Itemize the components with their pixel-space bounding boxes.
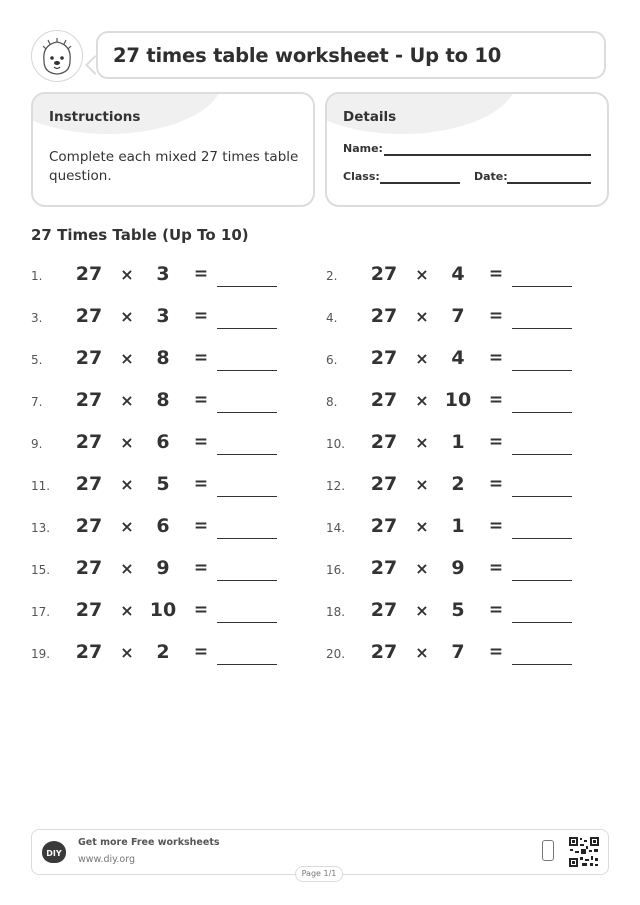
multiply-sign: × [120,349,134,368]
question-18 [326,598,606,626]
section-title: 27 Times Table (Up To 10) [31,226,249,244]
date-field[interactable] [507,182,591,184]
question-number: 4. [326,311,338,325]
page-title: 27 times table worksheet - Up to 10 [113,43,502,67]
equals-sign: = [488,600,504,620]
equals-sign: = [193,558,209,578]
answer-line[interactable] [512,580,572,581]
question-number: 8. [326,395,338,409]
multiplier: 6 [156,431,170,453]
multiply-sign: × [120,307,134,326]
multiplier: 7 [451,305,465,327]
answer-line[interactable] [512,622,572,623]
multiply-sign: × [415,307,429,326]
multiplicand: 27 [75,641,103,663]
question-16 [326,556,606,584]
answer-line[interactable] [217,370,277,371]
question-number: 6. [326,353,338,367]
date-label: Date: [474,170,508,183]
multiply-sign: × [415,517,429,536]
question-number: 3. [31,311,43,325]
answer-line[interactable] [512,538,572,539]
answer-line[interactable] [217,454,277,455]
multiplicand: 27 [75,263,103,285]
multiplicand: 27 [370,515,398,537]
name-label: Name: [343,142,383,155]
question-1 [31,262,311,290]
question-3 [31,304,311,332]
multiply-sign: × [415,475,429,494]
equals-sign: = [488,474,504,494]
equals-sign: = [193,348,209,368]
svg-text:DIY: DIY [46,849,62,858]
multiply-sign: × [120,265,134,284]
multiplier: 8 [156,389,170,411]
phone-icon [542,840,554,861]
equals-sign: = [193,474,209,494]
details-panel [325,92,609,207]
multiply-sign: × [415,391,429,410]
multiplier: 7 [451,641,465,663]
question-number: 17. [31,605,51,619]
equals-sign: = [193,516,209,536]
multiply-sign: × [120,601,134,620]
question-10 [326,430,606,458]
multiplier: 10 [444,389,472,411]
multiply-sign: × [415,433,429,452]
question-9 [31,430,311,458]
multiplier: 10 [149,599,177,621]
question-number: 20. [326,647,346,661]
multiplier: 3 [156,305,170,327]
question-14 [326,514,606,542]
multiplicand: 27 [370,347,398,369]
multiplier: 5 [451,599,465,621]
multiplicand: 27 [370,431,398,453]
question-8 [326,388,606,416]
question-number: 12. [326,479,346,493]
multiplicand: 27 [370,599,398,621]
answer-line[interactable] [512,412,572,413]
question-number: 7. [31,395,43,409]
equals-sign: = [488,264,504,284]
multiplicand: 27 [75,557,103,579]
multiplier: 9 [156,557,170,579]
multiplicand: 27 [75,389,103,411]
multiplier: 1 [451,431,465,453]
multiply-sign: × [415,265,429,284]
equals-sign: = [193,306,209,326]
answer-line[interactable] [217,496,277,497]
title-box [96,31,606,79]
name-field[interactable] [384,154,591,156]
multiplier: 1 [451,515,465,537]
equals-sign: = [488,348,504,368]
answer-line[interactable] [217,580,277,581]
question-number: 2. [326,269,338,283]
question-7 [31,388,311,416]
question-11 [31,472,311,500]
multiply-sign: × [415,559,429,578]
question-12 [326,472,606,500]
multiply-sign: × [120,391,134,410]
multiplicand: 27 [75,431,103,453]
multiply-sign: × [415,601,429,620]
multiplier: 5 [156,473,170,495]
question-13 [31,514,311,542]
mascot-face-icon [31,30,83,82]
multiply-sign: × [120,559,134,578]
class-field[interactable] [380,182,460,184]
multiplicand: 27 [75,599,103,621]
footer-url[interactable]: www.diy.org [78,854,135,865]
multiplicand: 27 [75,347,103,369]
question-number: 1. [31,269,43,283]
equals-sign: = [488,558,504,578]
equals-sign: = [193,264,209,284]
instructions-panel [31,92,315,207]
question-17 [31,598,311,626]
details-title: Details [343,109,397,125]
equals-sign: = [193,432,209,452]
multiplicand: 27 [75,515,103,537]
answer-line[interactable] [512,496,572,497]
question-number: 16. [326,563,346,577]
multiplier: 3 [156,263,170,285]
multiplicand: 27 [75,305,103,327]
answer-line[interactable] [512,328,572,329]
multiplicand: 27 [370,473,398,495]
multiplier: 2 [451,473,465,495]
instructions-title: Instructions [49,109,141,125]
class-label: Class: [343,170,380,183]
equals-sign: = [193,600,209,620]
answer-line[interactable] [217,286,277,287]
multiplicand: 27 [370,641,398,663]
answer-line[interactable] [217,412,277,413]
multiply-sign: × [120,643,134,662]
equals-sign: = [193,642,209,662]
page-indicator: Page 1/1 [295,866,343,882]
equals-sign: = [488,306,504,326]
question-15 [31,556,311,584]
multiply-sign: × [120,475,134,494]
multiplicand: 27 [370,389,398,411]
multiplicand: 27 [370,263,398,285]
answer-line[interactable] [217,622,277,623]
equals-sign: = [488,516,504,536]
qr-code-icon[interactable] [568,836,600,868]
question-5 [31,346,311,374]
equals-sign: = [488,642,504,662]
multiplicand: 27 [75,473,103,495]
footer-promo[interactable]: Get more Free worksheets [78,837,220,848]
multiplier: 9 [451,557,465,579]
multiplier: 6 [156,515,170,537]
equals-sign: = [488,390,504,410]
equals-sign: = [193,390,209,410]
diy-logo-icon [42,841,66,863]
answer-line[interactable] [512,664,572,665]
question-number: 14. [326,521,346,535]
answer-line[interactable] [217,328,277,329]
question-number: 15. [31,563,51,577]
question-2 [326,262,606,290]
question-4 [326,304,606,332]
answer-line[interactable] [217,538,277,539]
question-number: 5. [31,353,43,367]
instructions-text: Complete each mixed 27 times table question. [49,149,299,184]
multiply-sign: × [120,433,134,452]
question-19 [31,640,311,668]
question-6 [326,346,606,374]
question-number: 18. [326,605,346,619]
question-number: 9. [31,437,43,451]
answer-line[interactable] [512,454,572,455]
answer-line[interactable] [217,664,277,665]
answer-line[interactable] [512,370,572,371]
question-20 [326,640,606,668]
multiplier: 8 [156,347,170,369]
question-number: 19. [31,647,51,661]
multiplier: 2 [156,641,170,663]
multiply-sign: × [415,643,429,662]
answer-line[interactable] [512,286,572,287]
question-number: 10. [326,437,346,451]
multiplicand: 27 [370,557,398,579]
multiplier: 4 [451,347,465,369]
multiply-sign: × [120,517,134,536]
equals-sign: = [488,432,504,452]
multiply-sign: × [415,349,429,368]
multiplicand: 27 [370,305,398,327]
multiplier: 4 [451,263,465,285]
question-number: 13. [31,521,51,535]
question-number: 11. [31,479,51,493]
